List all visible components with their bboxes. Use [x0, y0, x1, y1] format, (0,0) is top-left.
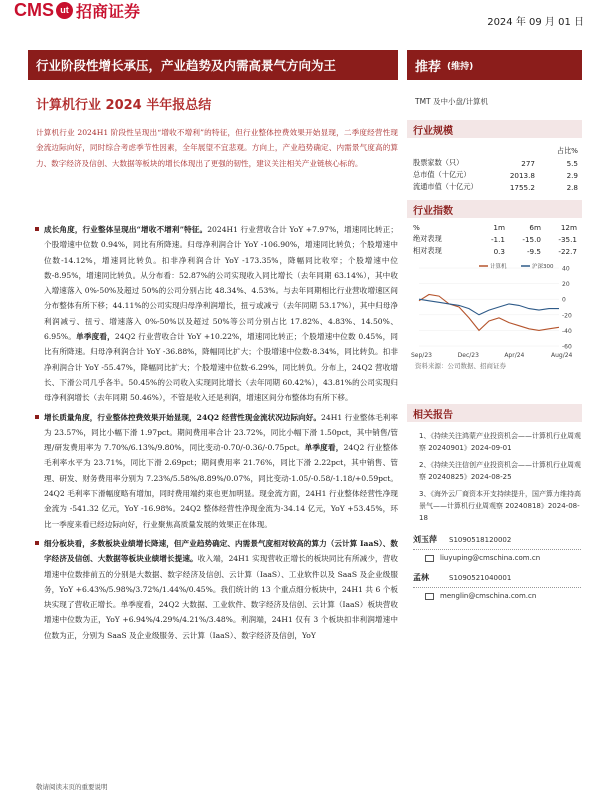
analyst-row: [413, 534, 581, 545]
table-row: [413, 181, 578, 193]
list-item[interactable]: 1、《持续关注鸿蒙产业投资机会——计算机行业周观察 20240901》2024-09-01: [419, 432, 581, 452]
scale-label: 总市值（十亿元）: [413, 170, 471, 179]
index-value: -1.1: [490, 234, 505, 244]
y-tick-label: -40: [562, 327, 572, 335]
scale-header-row: [413, 145, 578, 157]
report-subtitle: 计算机行业 2024 半年报总结: [36, 98, 212, 113]
section-heading-scale: 行业规模: [407, 120, 582, 138]
paragraph-growth-heading-2: 单季度看，: [76, 332, 115, 342]
analyst-email[interactable]: liuyuping@cmschina.com.cn: [440, 554, 541, 562]
rating-label: 推荐: [415, 59, 442, 75]
index-header-row: [413, 221, 578, 233]
index-value: 0.3: [493, 246, 505, 256]
scale-value: 1755.2: [509, 182, 535, 192]
scale-label: 股票家数（只）: [413, 158, 464, 167]
table-row: [413, 169, 578, 181]
mail-icon: [425, 593, 434, 600]
analyst-sid: S1090518120002: [449, 535, 512, 544]
paragraph-segments-text: 收入端，24H1 实现营收正增长的板块同比有所减少，营收增速中位数排前五的分别是大数据、数字经济及信创、云计算（IaaS）、工业软件以及 SaaS 及企业级服务，YoY +6.43%/5.98%/3.72%/1.44%/0.45%。我们统计的 13 个重点细分板块中，24H1 共 6 个板块实现了营收正增长。单季度看，24Q2 大数据、工业软件、数字经济及信创、云计算（IaaS）板块营收增速中位数为正，YoY +6.94%/4.29%/4.21%/3.48%。利润端，24H1 仅有 3 个板块扣非利润增速中位数为正，分别为 SaaS 及企业级服务、云计算（IaaS）、数字经济及信创，YoY: [44, 554, 399, 640]
index-label: 绝对表现: [413, 234, 442, 243]
paragraph-segments-heading: 细分板块看，多数板块业绩增长降速，但产业趋势确定、内需景气度相对较高的算力（云计算 IaaS）、数字经济及信创、大数据等板块业绩增长提速。: [44, 538, 398, 564]
analyst-email-row: [413, 554, 581, 562]
y-tick-label: -60: [562, 343, 572, 351]
analyst-email[interactable]: menglin@cmschina.com.cn: [440, 592, 537, 600]
scale-table: [413, 145, 578, 193]
index-value: -15.0: [522, 234, 541, 244]
mail-icon: [425, 555, 434, 562]
paragraph-quality-text: 24H1 行业整体毛利率为 23.57%，同比小幅下滑 1.97pct。期间费用率合计 23.72%，同比小幅下滑 1.50pct，其中销售/管理/研发费用率为 7.70%/6.13%/9.80%，同比变动-0.70/-0.36/-0.75pct。: [44, 412, 399, 453]
brand-logo: [14, 0, 140, 20]
y-tick-label: 0: [562, 296, 566, 304]
y-tick-label: -20: [562, 312, 572, 320]
paragraph-growth-heading: 成长角度，行业整体呈现出“增收不增利”特征。: [44, 225, 208, 234]
index-chart-svg: [409, 260, 582, 360]
legend-label: 沪深300: [532, 264, 554, 270]
y-tick-label: 40: [562, 265, 570, 273]
list-item[interactable]: 2、《持续关注信创产业投资机会——计算机行业周观察 20240825》2024-08-25: [419, 461, 581, 481]
x-tick-label: Aug/24: [551, 352, 573, 359]
table-row: [413, 233, 578, 245]
index-label: 相对表现: [413, 246, 442, 255]
index-value: -9.5: [526, 246, 541, 256]
paragraph-segments: [36, 536, 398, 643]
report-title: 行业阶段性增长承压，产业趋势及内需高景气方向为王: [28, 50, 398, 80]
analyst-row: [413, 572, 581, 583]
index-table: [413, 221, 578, 257]
report-date: 2024 年 09 月 01 日: [487, 17, 584, 28]
paragraph-growth-text: 2024H1 行业营收合计 YoY +7.97%，增速同比转正；个股增速中位数 0.94%，同比有所降速。归母净利润合计 YoY -106.90%，增速同比转负；个股增速中位数-14.12%，增速同比转负。扣非净利润合计 YoY -173.35%，降幅同比收窄；个股增速中位数-8.95%，增速同比转负。从分布看：52.87%的公司实现收入同比增长（去年同期 63.14%），其中收入增速落入 0%-50%及超过 50%的公司分别占比 48.34%、4.53%。与去年同期相比行业营收增速区间分布整体有所下移；44.11%的公司实现归母净利润增长，扭亏或减亏（去年同期 53.17%），其中归母净利润减亏、扭亏、增速落入 0%-50%以及超过 50%等公司分别占比 17.82%、4.83%、14.50%、6.95%。: [44, 225, 398, 342]
paragraph-quality-heading: 增长质量角度，行业整体控费效果开始显现，24Q2 经营性现金流状况边际向好。: [44, 412, 322, 422]
x-tick-label: Apr/24: [504, 352, 525, 359]
analysts: [413, 534, 581, 610]
index-value: -22.7: [558, 246, 577, 256]
paragraph-quality: [36, 410, 398, 532]
index-header: %: [413, 222, 420, 232]
table-row: [413, 245, 578, 257]
scale-value: 2013.8: [509, 170, 535, 180]
x-tick-label: Dec/23: [457, 352, 479, 359]
index-header: 1m: [493, 222, 505, 232]
footer-note: 敬请阅读末页的重要说明: [36, 783, 108, 791]
section-heading-related: 相关报告: [407, 404, 582, 422]
scale-value: 277: [521, 158, 535, 168]
analyst-email-row: [413, 592, 581, 600]
legend-label: 计算机: [490, 264, 507, 270]
industry-tag: TMT 及中小盘/计算机: [415, 97, 489, 106]
logo-mark-icon: ut: [56, 2, 73, 19]
table-row: [413, 157, 578, 169]
logo-text-cn: 招商证券: [76, 1, 141, 21]
paragraph-growth: [36, 222, 398, 406]
paragraph-quality-text-2: 24Q2 行业整体毛利率水平为 23.71%，同比下滑 2.69pct；期间费用率 21.76%，同比下滑 2.22pct，其中销售、管理、研发、财务费用率分别为 7.23%/5.58%/8.89%/0.07%，同比变动-1.05/-0.58/-1.18/+0.59pct。24Q2 毛利率下滑幅度略有增加，同时费用端约束也更加明显。现金流方面，24H1 行业整体经营性净现金流为 -541.32 亿元，YoY -16.98%。24Q2 整体经营性净现金流为-34.14 亿元，YoY +53.45%，环比一季度来看已经边际向好，行业聚焦高质量发展的效果正在体现。: [44, 443, 398, 529]
rating-sub: (维持): [447, 61, 474, 72]
scale-pct: 2.9: [566, 170, 578, 180]
related-reports-list: [413, 430, 581, 529]
summary-paragraph: 计算机行业 2024H1 阶段性呈现出“增收不增利”的特征，但行业整体控费效果开始显现，二季度经营性现金流边际向好，同时综合考虑季节性因素，全年展望不宜悲观。方向上，产业趋势确定、内需景气度高的算力、数字经济及信创、大数据等板块的增长体现出了更强的韧性，建议关注相关产业链核心标的。: [36, 128, 398, 168]
index-value: -35.1: [558, 234, 577, 244]
index-header: 6m: [529, 222, 541, 232]
index-header: 12m: [560, 222, 577, 232]
analyst-name: 孟林: [413, 573, 429, 582]
analyst-sid: S1090521040001: [449, 573, 512, 582]
scale-pct: 5.5: [566, 158, 578, 168]
index-chart: [409, 260, 582, 360]
paragraph-growth-text-2: 24Q2 行业营收合计 YoY +10.22%，增速同比转正；个股增速中位数 0.45%，同比有所降速。归母净利润合计 YoY -36.88%，降幅同比扩大；个股增速中位数-8.34%，同比转负。扣非净利润合计 YoY -55.47%，降幅同比扩大；个股增速中位数-6.29%，同比转负。分布上，24Q2 营收增长、下滑公司几乎各半。50.45%的公司收入实现同比增长（去年同期 60.42%），43.81%的公司实现归母净利润增长（去年同期 50.46%），不管是收入还是利润，增速区间分布整体均有所下移。: [44, 332, 398, 403]
logo-text-en: CMS: [14, 0, 54, 20]
main-body: [36, 222, 398, 647]
chart-source: 资料来源：公司数据、招商证券: [415, 362, 506, 370]
series-line-0: [419, 295, 559, 331]
section-heading-index: 行业指数: [407, 200, 582, 218]
list-item[interactable]: 3、《海外云厂商资本开支持续提升，国产算力维持高景气——计算机行业周观察 20240818》2024-08-18: [419, 490, 581, 522]
scale-label: 流通市值（十亿元）: [413, 182, 478, 191]
y-tick-label: 20: [562, 281, 570, 289]
rating-box: [407, 50, 582, 80]
series-line-1: [419, 299, 559, 315]
paragraph-quality-heading-2: 单季度看，: [304, 443, 344, 453]
x-tick-label: Sep/23: [411, 352, 432, 359]
scale-unit: 占比%: [556, 146, 578, 155]
scale-pct: 2.8: [566, 182, 578, 192]
analyst-name: 刘玉萍: [413, 535, 437, 544]
